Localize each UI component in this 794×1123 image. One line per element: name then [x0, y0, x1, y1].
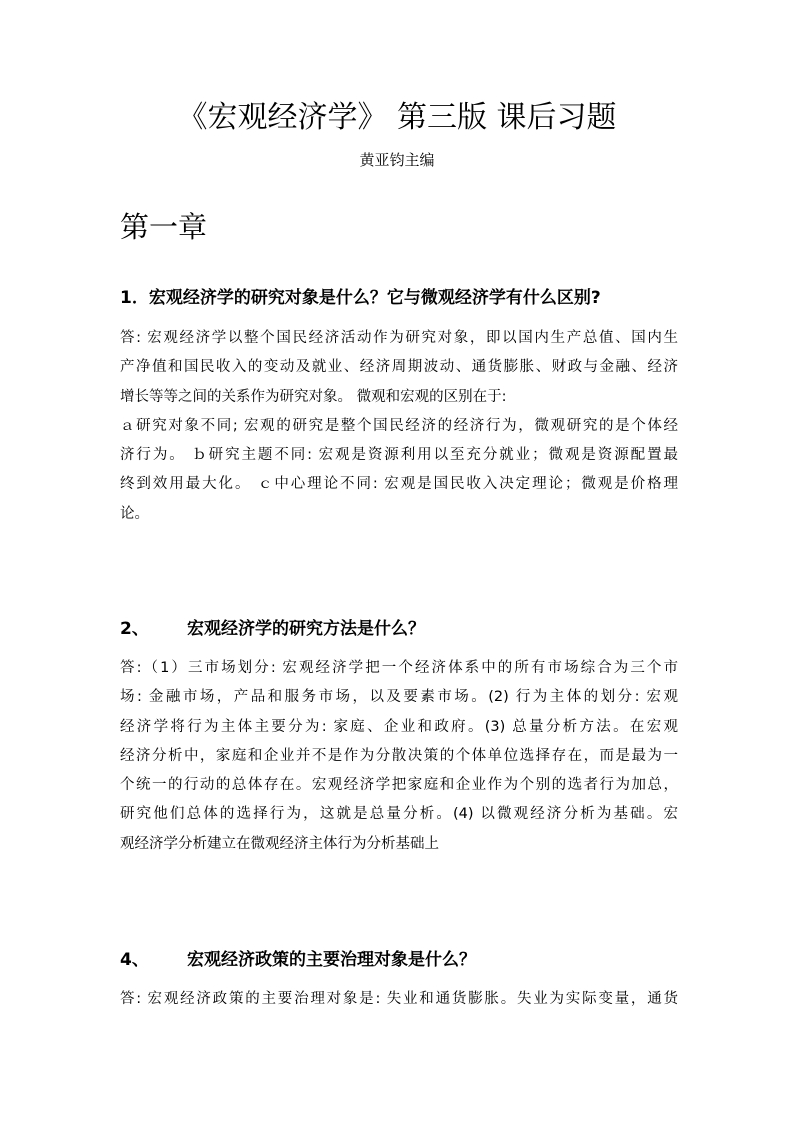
- document-title: 《宏观经济学》 第三版 课后习题: [177, 100, 617, 135]
- answer-line: 答: 宏观经济学以整个国民经济活动作为研究对象，即以国内生产总值、国内生: [120, 330, 678, 346]
- question-1-title: [120, 284, 680, 312]
- question-1-number: 1．: [120, 288, 149, 308]
- answer-line: 产净值和国民收入的变动及就业、经济周期波动、通货膨胀、财政与金融、经济: [120, 359, 678, 376]
- document-subtitle: 黄亚钧主编: [359, 151, 435, 169]
- answer-line: 经济学将行为主体主要分为: 家庭、企业和政府。(3) 总量分析方法。在宏观: [120, 718, 678, 735]
- question-2-text: 宏观经济学的研究方法是什么？: [187, 619, 425, 639]
- answer-line: 答:（1）三市场划分: 宏观经济学把一个经济体系中的所有市场综合为三个市: [120, 660, 678, 676]
- question-4-text: 宏观经济政策的主要治理对象是什么？: [187, 950, 476, 970]
- question-1-text: 宏观经济学的研究对象是什么？它与微观经济学有什么区别?: [148, 288, 601, 308]
- question-4-answer: [120, 985, 678, 1014]
- answer-line: 研究他们总体的选择行为，这就是总量分析。(4) 以微观经济分析为基础。宏: [120, 806, 678, 823]
- answer-line: 增长等等之间的关系作为研究对象。 微观和宏观的区别在于:: [120, 388, 507, 405]
- answer-line: 论。: [120, 505, 149, 522]
- answer-line: 经济分析中，家庭和企业并不是作为分散决策的个体单位选择存在，而是最为一: [120, 747, 678, 764]
- answer-line: 济行为。 ｂ研究主题不同: 宏观是资源利用以至充分就业；微观是资源配置最: [120, 447, 678, 464]
- question-4-number: 4、: [120, 950, 149, 970]
- question-2-number: 2、: [120, 619, 149, 639]
- answer-line: ａ研究对象不同; 宏观的研究是整个国民经济的经济行为，微观研究的是个体经: [120, 417, 678, 434]
- answer-line: 个统一的行动的总体存在。宏观经济学把家庭和企业作为个别的选者行为加总，: [120, 777, 678, 794]
- answer-line: 终到效用最大化。 ｃ中心理论不同: 宏观是国民收入决定理论；微观是价格理: [120, 476, 678, 493]
- question-4-title: [120, 946, 680, 974]
- question-2-answer: [120, 654, 678, 859]
- answer-line: 场: 金融市场，产品和服务市场，以及要素市场。(2) 行为主体的划分: 宏观: [120, 689, 678, 706]
- answer-line: 答: 宏观经济政策的主要治理对象是: 失业和通货膨胀。失业为实际变量，通货: [120, 991, 678, 1007]
- question-2-title: [120, 615, 680, 643]
- question-1-answer: [120, 324, 678, 529]
- chapter-heading: 第一章: [120, 210, 208, 244]
- answer-line: 观经济学分析建立在微观经济主体行为分析基础上: [120, 835, 439, 852]
